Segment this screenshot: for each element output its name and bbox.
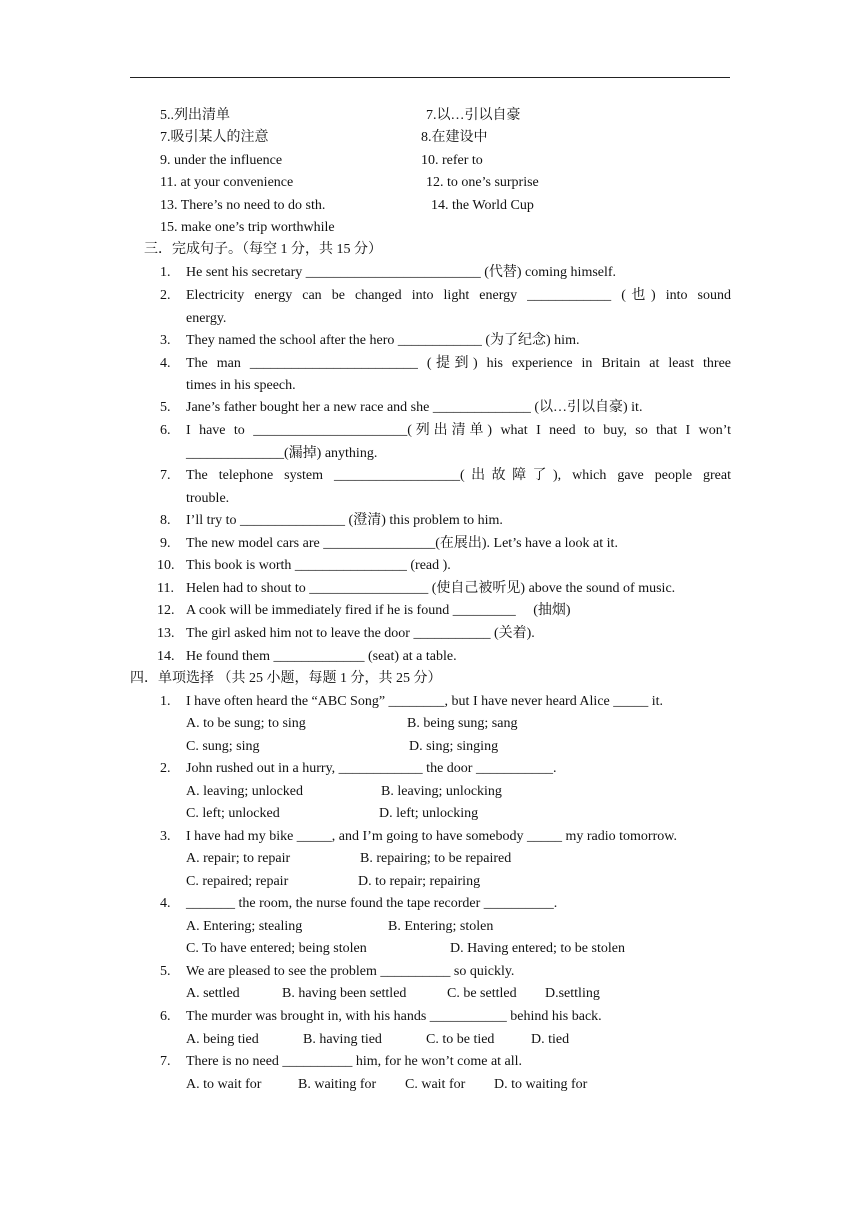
vocab-item: 5..列出清单 (160, 108, 230, 123)
option: B. repairing; to be repaired (360, 851, 512, 866)
option: C. be settled (447, 986, 517, 1001)
item-number: 8. (160, 513, 171, 528)
option: C. to be tied (426, 1032, 495, 1047)
section-heading: 三．完成句子。（每空 1 分，共 15 分） (144, 242, 382, 257)
item-number: 6. (160, 423, 171, 438)
item-number: 2. (160, 288, 171, 303)
option: D. to repair; repairing (358, 874, 481, 889)
option: A. to be sung; to sing (186, 716, 306, 731)
question-number: 7. (160, 1054, 171, 1069)
item-number: 10. (157, 558, 175, 573)
sentence-text: Jane’s father bought her a new race and she ______________ (以…引以自豪) it. (186, 400, 643, 415)
sentence-text: The new model cars are ________________(在展出). Let’s have a look at it. (186, 536, 618, 551)
sentence-continuation: trouble. (186, 491, 230, 506)
vocab-item: 7.以…引以自豪 (426, 108, 521, 123)
sentence-text: He found them _____________ (seat) at a table. (186, 649, 457, 664)
sentence-text: I’ll try to _______________ (澄清) this problem to him. (186, 513, 503, 528)
option: B. having been settled (282, 986, 407, 1001)
item-number: 7. (160, 468, 171, 483)
option: A. settled (186, 986, 240, 1001)
question-text: There is no need __________ him, for he won’t come at all. (186, 1054, 523, 1069)
vocab-item: 11. at your convenience (160, 175, 294, 190)
option: B. Entering; stolen (388, 919, 494, 934)
vocab-item: 13. There’s no need to do sth. (160, 198, 326, 213)
item-number: 5. (160, 400, 171, 415)
option: D. Having entered; to be stolen (450, 941, 625, 956)
option: A. Entering; stealing (186, 919, 303, 934)
option: A. leaving; unlocked (186, 784, 304, 799)
vocab-item: 15. make one’s trip worthwhile (160, 220, 335, 235)
option: D. left; unlocking (379, 806, 479, 821)
sentence-text: The girl asked him not to leave the door ___________ (关着). (186, 626, 535, 641)
option: B. waiting for (298, 1077, 377, 1092)
vocab-item: 9. under the influence (160, 153, 283, 168)
vocab-item: 8.在建设中 (421, 130, 488, 145)
question-number: 3. (160, 829, 171, 844)
question-number: 1. (160, 694, 171, 709)
vocab-item: 7.吸引某人的注意 (160, 130, 269, 145)
sentence-continuation: ______________(漏掉) anything. (186, 446, 378, 461)
header-rule (130, 77, 730, 78)
option: B. being sung; sang (407, 716, 518, 731)
item-number: 9. (160, 536, 171, 551)
item-number: 14. (157, 649, 175, 664)
question-number: 4. (160, 896, 171, 911)
vocab-item: 14. the World Cup (431, 198, 534, 213)
vocab-item: 10. refer to (421, 153, 483, 168)
item-number: 3. (160, 333, 171, 348)
sentence-continuation: energy. (186, 311, 227, 326)
sentence-text: They named the school after the hero ____________ (为了纪念) him. (186, 333, 580, 348)
option: C. repaired; repair (186, 874, 289, 889)
option: C. sung; sing (186, 739, 260, 754)
option: A. repair; to repair (186, 851, 291, 866)
option: C. To have entered; being stolen (186, 941, 367, 956)
vocab-item: 12. to one’s surprise (426, 175, 539, 190)
item-number: 12. (157, 603, 175, 618)
question-number: 6. (160, 1009, 171, 1024)
item-number: 13. (157, 626, 175, 641)
sentence-continuation: times in his speech. (186, 378, 296, 393)
option: A. to wait for (186, 1077, 262, 1092)
item-number: 1. (160, 265, 171, 280)
option: A. being tied (186, 1032, 259, 1047)
option: D.settling (545, 986, 600, 1001)
question-text: _______ the room, the nurse found the tape recorder __________. (186, 896, 558, 911)
item-number: 4. (160, 356, 171, 371)
option: B. having tied (303, 1032, 382, 1047)
sentence-text: This book is worth ________________ (read ). (186, 558, 451, 573)
question-number: 5. (160, 964, 171, 979)
option: D. tied (531, 1032, 570, 1047)
sentence-text: A cook will be immediately fired if he is found _________ (抽烟) (186, 603, 571, 618)
section-heading: 四．单项选择 （共 25 小题，每题 1 分，共 25 分） (130, 671, 442, 686)
question-number: 2. (160, 761, 171, 776)
option: B. leaving; unlocking (381, 784, 502, 799)
sentence-text: Electricity energy can be changed into light energy ____________ (也) into sound (186, 288, 731, 303)
option: C. left; unlocked (186, 806, 280, 821)
sentence-text: Helen had to shout to _________________ (使自己被听见) above the sound of music. (186, 581, 676, 596)
question-text: The murder was brought in, with his hands ___________ behind his back. (186, 1009, 602, 1024)
question-text: John rushed out in a hurry, ____________ the door ___________. (186, 761, 557, 776)
sentence-text: The telephone system __________________(出故障了), which gave people great (186, 468, 731, 483)
sentence-text: I have to ______________________(列出清单) what I need to buy, so that I won’t (186, 423, 731, 438)
item-number: 11. (157, 581, 174, 596)
option: D. to waiting for (494, 1077, 588, 1092)
option: C. wait for (405, 1077, 466, 1092)
sentence-text: The man ________________________ (提到) his experience in Britain at least three (186, 356, 731, 371)
option: D. sing; singing (409, 739, 499, 754)
question-text: I have had my bike _____, and I’m going to have somebody _____ my radio tomorrow. (186, 829, 677, 844)
sentence-text: He sent his secretary _________________________ (代替) coming himself. (186, 265, 617, 280)
question-text: We are pleased to see the problem __________ so quickly. (186, 964, 515, 979)
question-text: I have often heard the “ABC Song” ________, but I have never heard Alice _____ it. (186, 694, 664, 709)
